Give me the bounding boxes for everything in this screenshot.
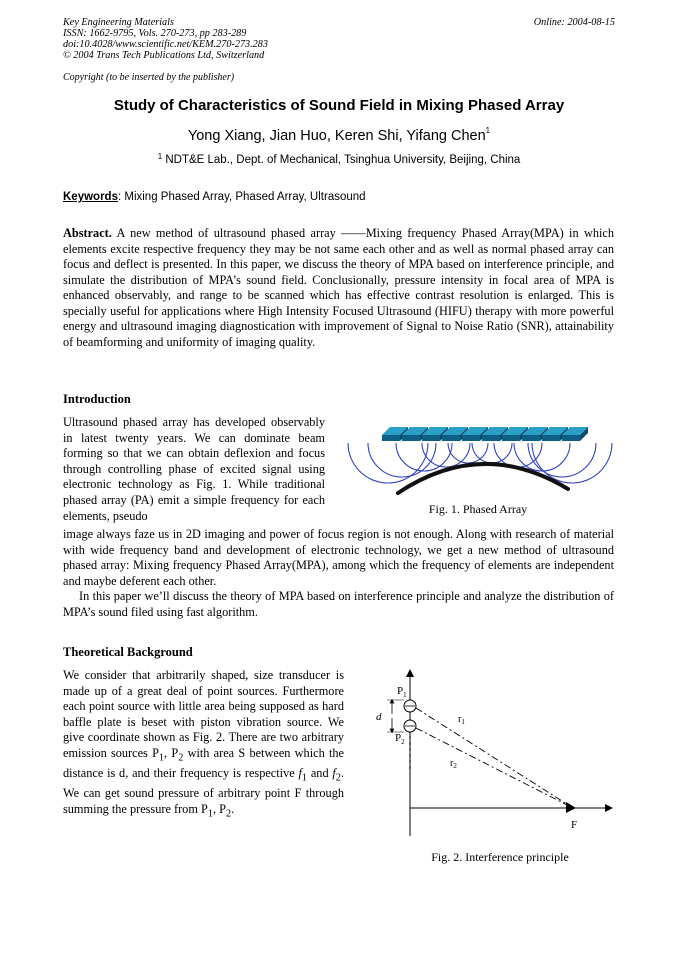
keywords-line — [63, 191, 366, 203]
paper-title: Study of Characteristics of Sound Field in Mixing Phased Array — [113, 97, 565, 114]
theory-sub: 1 — [207, 808, 213, 820]
intro-paragraph-2: In this paper we’ll discuss the theory of MPA based on interference principle and analyze the distribution of MPA’s sound filed using fast algorithm. — [63, 589, 614, 619]
theory-sub: 1 — [301, 772, 308, 784]
theory-text-g: . — [231, 801, 235, 816]
transducer-elements — [382, 427, 588, 441]
theory-text-d: and — [307, 766, 333, 781]
label-f: F — [571, 819, 578, 831]
abstract-paragraph — [63, 226, 614, 350]
abstract-label: Abstract. — [63, 226, 112, 240]
label-p1: $P_1$ — [397, 685, 407, 699]
point-f-marker — [566, 802, 576, 813]
author-superscript: 1 — [485, 126, 491, 135]
affiliation-text: NDT&E Lab., Dept. of Mechanical, Tsinghua University, Beijing, China — [165, 154, 521, 166]
intro-paragraph-continued: image always faze us in 2D imaging and power of focus region is not enough. Along with research of material with wide frequency band and development of electronic technology, we get a new method of ultrasound phased array: Mixing frequency Phased Array(MPA), among which the frequency of elements are independent and maybe deferent each other. — [63, 527, 614, 588]
figure2-caption: Fig. 2. Interference principle — [431, 850, 569, 864]
theory-text-e: . We can get sound pressure of arbitrary point F through summing the pressure from P — [63, 766, 344, 816]
keywords-label: Keywords — [63, 191, 118, 203]
abstract-text: A new method of ultrasound phased array ——Mixing frequency Phased Array(MPA) in which elements excite respective frequency they may be not same each other and as well as normal phased array can focus and deflect is presented. In this paper, we discuss the theory of MPA based on interference principle, and simulate the distribution of MPA’s sound field. Conclusionally, pressure intensity in focal area of MPA is enhanced observably, and range to be scanned which has effective contrast resolution is enlarged. This is specially useful for applications where High Intensity Focused Ultrasound (HIFU) therapy with more powerful energy and ultrasound imaging diagnostication with improvement of Signal to Noise Ratio (SNR), attainability of beamforming and uniformity of imaging quality. — [63, 226, 614, 349]
freq-symbol: f — [332, 766, 336, 781]
affiliation — [0, 154, 678, 166]
theory-sub: 2 — [225, 808, 232, 820]
theory-text-b: , P — [164, 745, 179, 760]
author-list — [0, 128, 678, 144]
label-d: d — [376, 711, 382, 723]
ray-r2 — [416, 728, 573, 808]
theory-sub: 2 — [335, 772, 341, 784]
copyright-line: Copyright (to be inserted by the publisher) — [63, 72, 235, 83]
doi-line: doi:10.4028/www.scientific.net/KEM.270-273.283 — [63, 39, 268, 50]
figure1-caption: Fig. 1. Phased Array — [428, 502, 528, 516]
theory-text-a: We consider that arbitrarily shaped, size transducer is made up of a great deal of point sources. Furthermore each point source with little area being supposed as hard baffle plate is beset with piston vibration source. We give coordinate shown as Fig. 2. There are two arbitrary emission sources P — [63, 668, 344, 760]
wavefront-arc — [348, 443, 428, 483]
theory-paragraph — [63, 668, 344, 822]
wavefront-arc — [528, 443, 596, 477]
intro-paragraph-narrow: Ultrasound phased array has developed observably in latest twenty years. We can dominate beam forming so that we can obtain deflexion and focus through controlling phase of excited signal using electronic technology as Fig. 1. While traditional phased array (PA) emit a simple frequency for each elements, pseudo — [63, 415, 325, 523]
freq-symbol: f — [298, 766, 302, 781]
affiliation-superscript: 1 — [157, 152, 163, 161]
intro-paragraph-wide — [63, 527, 614, 620]
keywords-text: : Mixing Phased Array, Phased Array, Ultrasound — [117, 191, 366, 203]
interference-figure — [370, 668, 615, 838]
label-p2: $P_2$ — [395, 732, 405, 746]
theory-heading: Theoretical Background — [63, 645, 193, 659]
publisher-line: © 2004 Trans Tech Publications Ltd, Switzerland — [63, 50, 265, 61]
issn-line: ISSN: 1662-9795, Vols. 270-273, pp 283-289 — [63, 28, 247, 39]
journal-header — [63, 17, 268, 61]
theory-sub: 1 — [158, 752, 165, 764]
theory-sub: 2 — [178, 752, 184, 764]
focused-wavefront — [398, 464, 568, 493]
theory-text-f: , P — [212, 801, 226, 816]
online-date: Online: 2004-08-15 — [533, 17, 615, 28]
label-r2: $r_2$ — [450, 758, 457, 770]
label-r1: $r_1$ — [458, 714, 465, 726]
theory-text-c: with area S between which the distance is d, and their frequency is respective — [63, 745, 344, 781]
phased-array-figure — [342, 417, 614, 507]
journal-name: Key Engineering Materials — [63, 17, 174, 28]
introduction-heading: Introduction — [63, 392, 131, 406]
ray-r1 — [416, 708, 573, 808]
author-names: Yong Xiang, Jian Huo, Keren Shi, Yifang Chen — [187, 128, 486, 144]
